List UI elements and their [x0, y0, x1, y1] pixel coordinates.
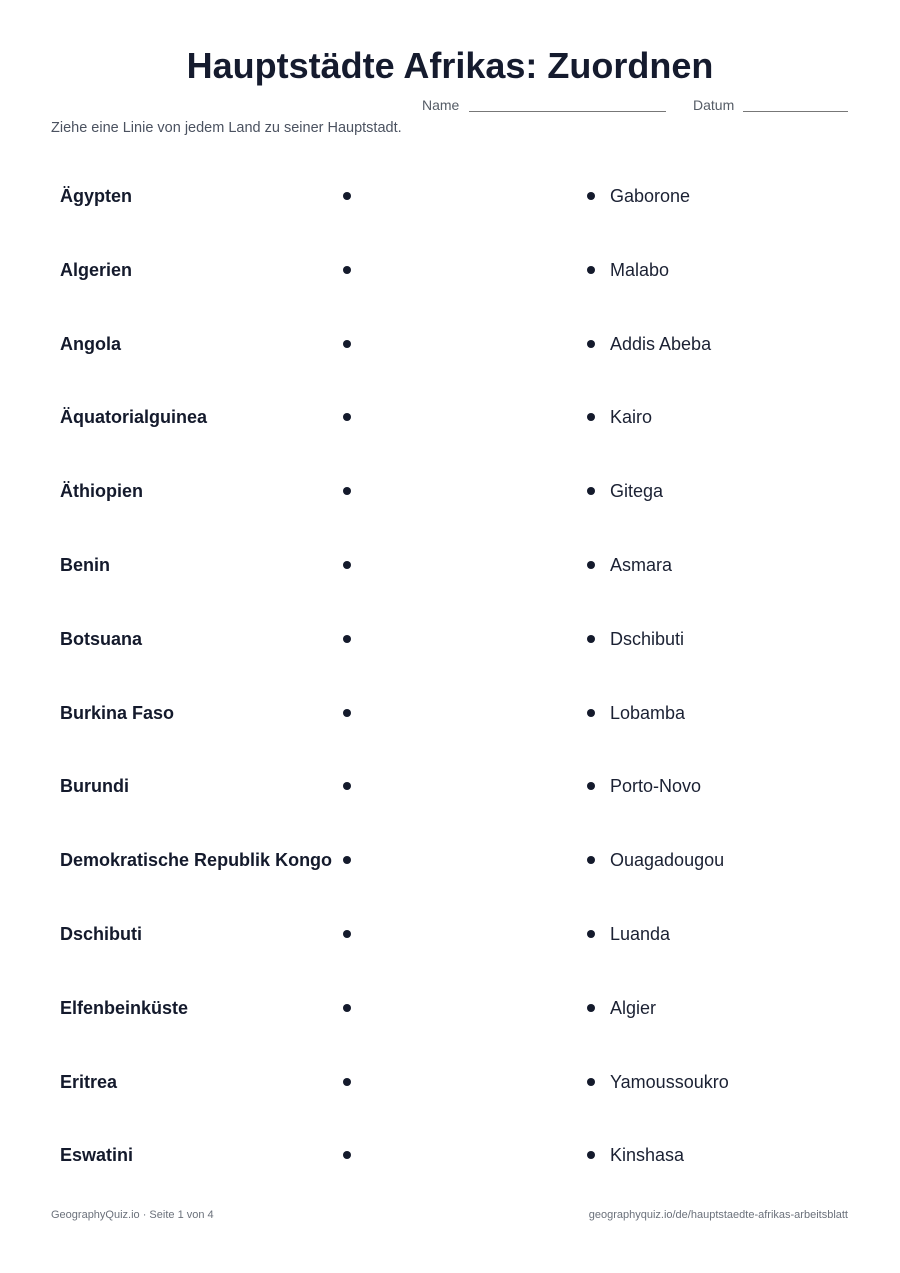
country-label: Angola	[60, 333, 121, 354]
match-row	[0, 307, 900, 381]
match-row	[0, 971, 900, 1045]
page-title: Hauptstädte Afrikas: Zuordnen	[186, 45, 714, 86]
capital-label: Kinshasa	[610, 1145, 685, 1166]
capital-dot[interactable]	[587, 930, 595, 938]
capital-label: Gaborone	[610, 186, 691, 206]
capital-dot[interactable]	[587, 561, 595, 569]
country-label: Eritrea	[60, 1071, 118, 1092]
country-dot[interactable]	[343, 487, 351, 495]
country-label: Algerien	[60, 259, 133, 280]
capital-dot[interactable]	[587, 856, 595, 864]
match-row	[0, 1045, 900, 1119]
country-dot[interactable]	[343, 1004, 351, 1012]
country-label: Demokratische Republik Kongo	[60, 850, 333, 871]
capital-dot[interactable]	[587, 192, 595, 200]
capital-label: Kairo	[610, 407, 653, 428]
match-row	[0, 528, 900, 602]
date-label: Datum	[693, 97, 735, 113]
match-row	[0, 1118, 900, 1192]
match-row	[0, 676, 900, 750]
country-dot[interactable]	[343, 192, 351, 200]
country-dot[interactable]	[343, 561, 351, 569]
country-label: Eswatini	[60, 1145, 134, 1166]
country-label: Benin	[60, 554, 111, 575]
name-date-fields	[0, 96, 900, 116]
capital-dot[interactable]	[587, 782, 595, 790]
capital-label: Dschibuti	[610, 628, 685, 649]
country-dot[interactable]	[343, 1151, 351, 1159]
capital-label: Addis Abeba	[610, 333, 712, 354]
capital-label: Yamoussoukro	[610, 1071, 729, 1092]
country-label: Ägypten	[60, 186, 132, 206]
country-label: Burkina Faso	[60, 702, 175, 723]
capital-dot[interactable]	[587, 413, 595, 421]
capital-label: Luanda	[610, 923, 671, 944]
country-dot[interactable]	[343, 856, 351, 864]
capital-dot[interactable]	[587, 340, 595, 348]
name-line[interactable]	[469, 111, 666, 112]
country-dot[interactable]	[343, 635, 351, 643]
match-row	[0, 380, 900, 454]
capital-dot[interactable]	[587, 635, 595, 643]
match-row	[0, 454, 900, 528]
country-label: Dschibuti	[60, 923, 143, 944]
capital-dot[interactable]	[587, 1078, 595, 1086]
capital-dot[interactable]	[587, 487, 595, 495]
capital-dot[interactable]	[587, 266, 595, 274]
capital-label: Malabo	[610, 259, 670, 280]
country-dot[interactable]	[343, 782, 351, 790]
capital-label: Porto-Novo	[610, 776, 702, 797]
country-dot[interactable]	[343, 709, 351, 717]
match-row	[0, 897, 900, 971]
capital-label: Asmara	[610, 554, 673, 575]
footer-left: GeographyQuiz.io · Seite 1 von 4	[51, 1209, 214, 1221]
match-row	[0, 233, 900, 307]
match-row	[0, 823, 900, 897]
country-label: Äquatorialguinea	[60, 407, 208, 428]
match-row	[0, 749, 900, 823]
matching-rows	[0, 159, 900, 1192]
capital-label: Gitega	[610, 481, 664, 502]
country-label: Botsuana	[60, 628, 143, 649]
country-label: Burundi	[60, 776, 129, 797]
country-dot[interactable]	[343, 340, 351, 348]
country-dot[interactable]	[343, 930, 351, 938]
name-label: Name	[422, 97, 460, 113]
match-row	[0, 159, 900, 233]
country-dot[interactable]	[343, 266, 351, 274]
capital-label: Lobamba	[610, 702, 686, 723]
instruction-text: Ziehe eine Linie von jedem Land zu seiner Hauptstadt.	[51, 120, 402, 136]
country-dot[interactable]	[343, 413, 351, 421]
capital-dot[interactable]	[587, 709, 595, 717]
capital-dot[interactable]	[587, 1151, 595, 1159]
country-label: Äthiopien	[60, 481, 143, 502]
footer-right: geographyquiz.io/de/hauptstaedte-afrikas-arbeitsblatt	[588, 1209, 848, 1221]
capital-dot[interactable]	[587, 1004, 595, 1012]
country-dot[interactable]	[343, 1078, 351, 1086]
match-row	[0, 602, 900, 676]
capital-label: Ouagadougou	[610, 850, 725, 871]
date-line[interactable]	[743, 111, 848, 112]
capital-label: Algier	[610, 997, 657, 1018]
country-label: Elfenbeinküste	[60, 997, 189, 1018]
